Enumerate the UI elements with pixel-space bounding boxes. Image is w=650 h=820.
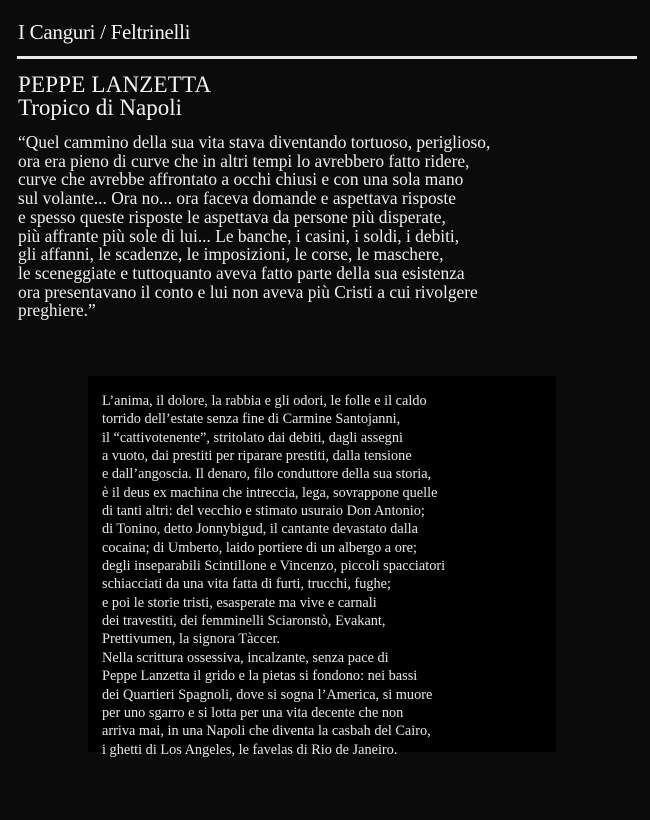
- book-blurb: [102, 392, 552, 759]
- quote-line: “Quel cammino della sua vita stava diventando tortuoso, periglioso,: [18, 132, 491, 152]
- blurb-line: schiacciati da una vita fatta di furti, trucchi, fughe;: [102, 576, 391, 593]
- blurb-line: di Tonino, detto Jonnybigud, il cantante devastato dalla: [102, 521, 418, 538]
- blurb-line: e dall’angoscia. Il denaro, filo conduttore della sua storia,: [102, 466, 432, 483]
- quote-line: ora presentavano il conto e lui non aveva più Cristi a cui rivolgere: [18, 281, 478, 302]
- blurb-line: dei travestiti, dei femminelli Sciaronstò, Evakant,: [102, 613, 386, 630]
- quote-line: e spesso queste risposte le aspettava da persone più disperate,: [18, 206, 446, 227]
- blurb-line: Prettivumen, la signora Tàccer.: [102, 631, 280, 648]
- blurb-line: a vuoto, dai prestiti per riparare prestiti, dalla tensione: [102, 448, 412, 465]
- blurb-line: è il deus ex machina che intreccia, lega, sovrappone quelle: [102, 484, 438, 501]
- quote-line: preghiere.”: [18, 300, 96, 321]
- quote-line: curve che avrebbe affrontato a occhi chiusi e con una sola mano: [18, 169, 464, 190]
- excerpt-quote: [18, 133, 638, 320]
- blurb-line: degli inseparabili Scintillone e Vincenzo, piccoli spacciatori: [102, 558, 446, 575]
- author-name: PEPPE LANZETTA: [18, 72, 212, 97]
- blurb-line: di tanti altri: del vecchio e stimato usuraio Don Antonio;: [102, 503, 425, 520]
- series-label: I Canguri / Feltrinelli: [18, 20, 191, 44]
- book-title: Tropico di Napoli: [18, 95, 182, 120]
- blurb-line: i ghetti di Los Angeles, le favelas di Rio de Janeiro.: [102, 741, 398, 758]
- quote-line: ora era pieno di curve che in altri tempi lo avrebbero fatto ridere,: [18, 150, 470, 171]
- header-divider: [17, 56, 637, 59]
- blurb-line: torrido dell’estate senza fine di Carmine Santojanni,: [102, 411, 401, 428]
- blurb-line: cocaina; di Umberto, laido portiere di un albergo a ore;: [102, 539, 417, 556]
- blurb-line: per uno sgarro e si lotta per una vita decente che non: [102, 704, 404, 721]
- blurb-line: dei Quartieri Spagnoli, dove si sogna l’America, si muore: [102, 686, 433, 703]
- blurb-line: Nella scrittura ossessiva, incalzante, senza pace di: [102, 649, 389, 666]
- blurb-line: Peppe Lanzetta il grido e la pietas si fondono: nei bassi: [102, 668, 418, 685]
- quote-line: le sceneggiate e tuttoquanto aveva fatto parte della sua esistenza: [18, 262, 465, 283]
- blurb-line: e poi le storie tristi, esasperate ma vive e carnali: [102, 594, 377, 611]
- blurb-line: L’anima, il dolore, la rabbia e gli odori, le folle e il caldo: [102, 393, 427, 409]
- quote-line: sul volante... Ora no... ora faceva domande e aspettava risposte: [18, 188, 456, 209]
- blurb-line: il “cattivotenente”, stritolato dai debiti, dagli assegni: [102, 429, 403, 446]
- blurb-line: arriva mai, in una Napoli che diventa la casbah del Cairo,: [102, 723, 431, 740]
- quote-line: gli affanni, le scadenze, le imposizioni, le corse, le maschere,: [18, 244, 444, 265]
- quote-line: più affrante più sole di lui... Le banche, i casini, i soldi, i debiti,: [18, 225, 460, 246]
